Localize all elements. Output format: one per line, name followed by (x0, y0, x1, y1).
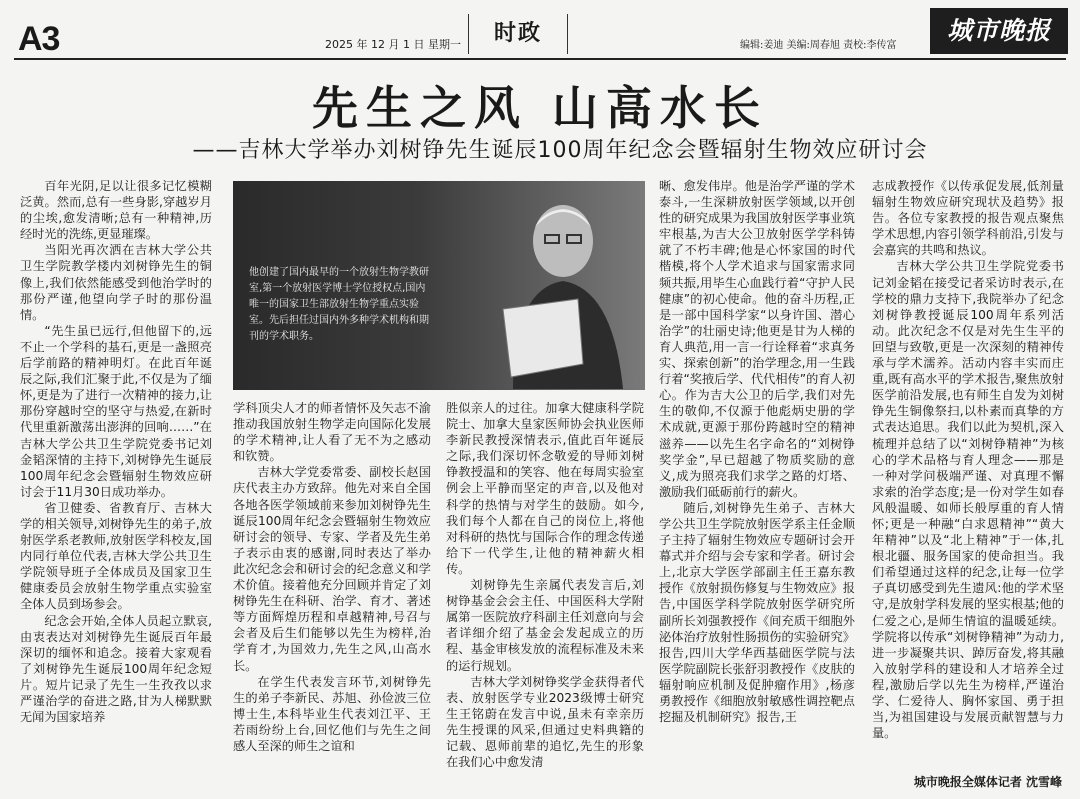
header-rule (14, 58, 1066, 60)
text-column-2 (233, 400, 431, 760)
date-line: 2025 年 12 月 1 日 星期一 (325, 38, 461, 51)
paragraph: 纪念会开始,全体人员起立默哀,由衷表达对刘树铮先生诞辰百年最深切的缅怀和追念。接着大家观看了刘树铮先生诞辰100周年纪念短片。短片记录了先生一生孜孜以求严谨治学的奋进之路,甘为人梯默默无闻为国家培养 (20, 613, 212, 725)
page-number: A3 (18, 20, 60, 58)
paragraph: “先生虽已远行,但他留下的,远不止一个学科的基石,更是一盏照亮后学前路的精神明灯。在此百年诞辰之际,我们汇聚于此,不仅是为了缅怀,更是为了进行一次精神的接力,让那份穿越时空的坚守与热爱,在新时代里重新激荡出澎湃的回响……”在吉林大学公共卫生学院党委书记刘金韬深情的主持下,刘树铮先生诞辰100周年纪念会暨辐射生物效应研讨会于11月30日成功举办。 (20, 323, 212, 499)
section-title: 时政 (468, 14, 568, 54)
photo-caption: 他创建了国内最早的一个放射生物学教研室,第一个放射医学博士学位授权点,国内唯一的国家卫生部放射生物学重点实验室。先后担任过国内外多种学术机构和期刊的学术职务。 (249, 267, 429, 342)
paragraph: 百年光阴,足以让很多记忆模糊泛黄。然而,总有一些身影,穿越岁月的尘埃,愈发清晰;总有一种精神,历经时光的洗练,更显璀璨。 (20, 179, 212, 242)
paragraph: 学科顶尖人才的师者情怀及矢志不渝推动我国放射生物学走向国际化发展的学术精神,让人看了无不为之感动和钦赞。 (233, 401, 431, 464)
paragraph: 省卫健委、省教育厅、吉林大学的相关领导,刘树铮先生的弟子,放射医学系老教师,放射医学科校友,国内同行单位代表,吉林大学公共卫生学院领导班子全体成员及国家卫生健康委员会放射生物学重点实验室全体人员到场参会。 (20, 500, 212, 612)
paragraph: 吉林大学公共卫生学院党委书记刘金韬在接受记者采访时表示,在学校的鼎力支持下,我院举办了纪念刘树铮教授诞辰100周年系列活动。此次纪念不仅是对先生生平的回望与致敬,更是一次深刻的精神传承与学术濡养。活动内容丰实而庄重,既有高水平的学术报告,聚焦放射医学前沿发展,也有师生自发为刘树铮先生铜像祭扫,以朴素而真挚的方式表达追思。我们以此为契机,深入梳理并总结了以“刘树铮精神”为核心的学术品格与育人理念——那是一种对学问极端严谨、对真理不懈求索的治学态度;是一份对学生如春风般温暖、如师长般厚重的育人情怀;更是一种融“白求恩精神”“黄大年精神”以及“北上精神”于一体,扎根北疆、服务国家的使命担当。我们希望通过这样的纪念,让每一位学子真切感受到先生遗风:他的学术坚守,是放射学科发展的坚实根基;他的仁爱之心,是师生情谊的温暖延续。学院将以传承“刘树铮精神”为动力,进一步凝聚共识、踔厉奋发,将其融入放射学科的建设和人才培养全过程,激励后学以先生为榜样,严谨治学、仁爱待人、胸怀家国、勇于担当,为祖国建设与发展贡献智慧与力量。 (872, 259, 1064, 741)
text-column-3 (446, 400, 644, 790)
paragraph: 晰、愈发伟岸。他是治学严谨的学术泰斗,一生深耕放射医学领域,以开创性的研究成果为我国放射医学事业筑牢根基,为吉大公卫放射医学学科铸就了不朽丰碑;他是心怀家国的时代楷模,将个人学术追求与国家需求同频共振,用毕生心血践行着“守护人民健康”的初心使命。他的奋斗历程,正是一部中国科学家“以身许国、潜心治学”的壮丽史诗;他更是甘为人梯的育人典范,用一言一行诠释着“求真务实、探索创新”的治学理念,用一生践行着“奖掖后学、代代相传”的育人初心。作为吉大公卫的后学,我们对先生的敬仰,不仅源于他彪炳史册的学术成就,更源于那份跨越时空的精神滋养——以先生名字命名的“刘树铮奖学金”,早已超越了物质奖励的意义,成为照亮我们求学之路的灯塔、激励我们砥砺前行的薪火。 (659, 179, 855, 499)
paragraph: 吉林大学党委常委、副校长赵国庆代表主办方致辞。他先对来自全国各地各医学领域前来参加刘树铮先生诞辰100周年纪念会暨辐射生物效应研讨会的领导、专家、学者及先生弟子表示由衷的感谢,同时表达了举办此次纪念会和研讨会的纪念意义和学术价值。接着他充分回顾并肯定了刘树铮先生在科研、治学、育才、著述等方面辉煌历程和卓越精神,号召与会者及后生们能够以先生为榜样,治学育才,为国效力,先生之风,山高水长。 (233, 465, 431, 673)
text-column-1 (20, 178, 212, 780)
article-byline: 城市晚报全媒体记者 沈雪峰 (913, 775, 1062, 789)
page-header (0, 0, 1080, 62)
paragraph: 当阳光再次洒在吉林大学公共卫生学院教学楼内刘树铮先生的铜像上,我们依然能感受到他治学时的那份严谨,他望向学子时的那份温情。 (20, 243, 212, 322)
portrait-illustration (483, 189, 633, 389)
paragraph: 志成教授作《以传承促发展,低剂量辐射生物效应研究现状及趋势》报告。各位专家教授的报告观点聚焦学术思想,内容引领学科前沿,引发与会嘉宾的共鸣和热议。 (872, 179, 1064, 258)
text-column-4 (659, 178, 855, 788)
masthead-logo: 城市晚报 (930, 8, 1068, 54)
editors-credit: 编辑:姜迪 美编:周春旭 责校:李传富 (740, 40, 897, 51)
paragraph: 随后,刘树铮先生弟子、吉林大学公共卫生学院放射医学系主任金顺子主持了辐射生物效应专题研讨会开幕式并介绍与会专家和学者。研讨会上,北京大学医学部副主任王嘉东教授作《放射损伤修复与生物效应》报告,中国医学科学院放射医学研究所副所长刘强教授作《间充质干细胞外泌体治疗放射性肠损伤的实验研究》报告,四川大学华西基础医学院与法医学院副院长张舒羽教授作《皮肤的辐射响应机制及促肿瘤作用》,杨彦勇教授作《细胞放射敏感性调控靶点挖掘及机制研究》报告,王 (659, 500, 855, 725)
text-column-5 (872, 178, 1064, 741)
article-headline: 先生之风 山高水长 (311, 81, 768, 135)
paragraph: 吉林大学刘树铮奖学金获得者代表、放射医学专业2023级博士研究生王铭蔚在发言中说,虽未有幸亲历先生授课的风采,但通过史料典籍的记载、恩师前辈的追忆,先生的形象在我们心中愈发清 (446, 674, 644, 770)
article-subheadline: ——吉林大学举办刘树铮先生诞辰100周年纪念会暨辐射生物效应研讨会 (192, 138, 928, 163)
article-photo (233, 181, 645, 390)
paragraph: 胜似亲人的过往。加拿大健康科学院院士、加拿大皇家医师协会执业医师李新民教授深情表示,值此百年诞辰之际,我们深切怀念敬爱的导师刘树铮教授温和的笑容、他在每周实验室例会上平静而坚定的声音,以及他对科学的热情与对学生的鼓励。如今,我们每个人都在自己的岗位上,将他对科研的热忱与国际合作的理念传递给下一代学生,让他的精神薪火相传。 (446, 401, 644, 576)
paragraph: 在学生代表发言环节,刘树铮先生的弟子李新民、苏旭、孙俭波三位博士生,本科毕业生代表刘江平、王若雨纷纷上台,回忆他们与先生之间感人至深的师生之谊和 (233, 674, 431, 753)
paragraph: 刘树铮先生亲属代表发言后,刘树铮基金会会主任、中国医科大学附属第一医院放疗科副主任刘意向与会者详细介绍了基金会发起成立的历程、基金审核发放的流程标准及未来的运行规划。 (446, 578, 644, 673)
